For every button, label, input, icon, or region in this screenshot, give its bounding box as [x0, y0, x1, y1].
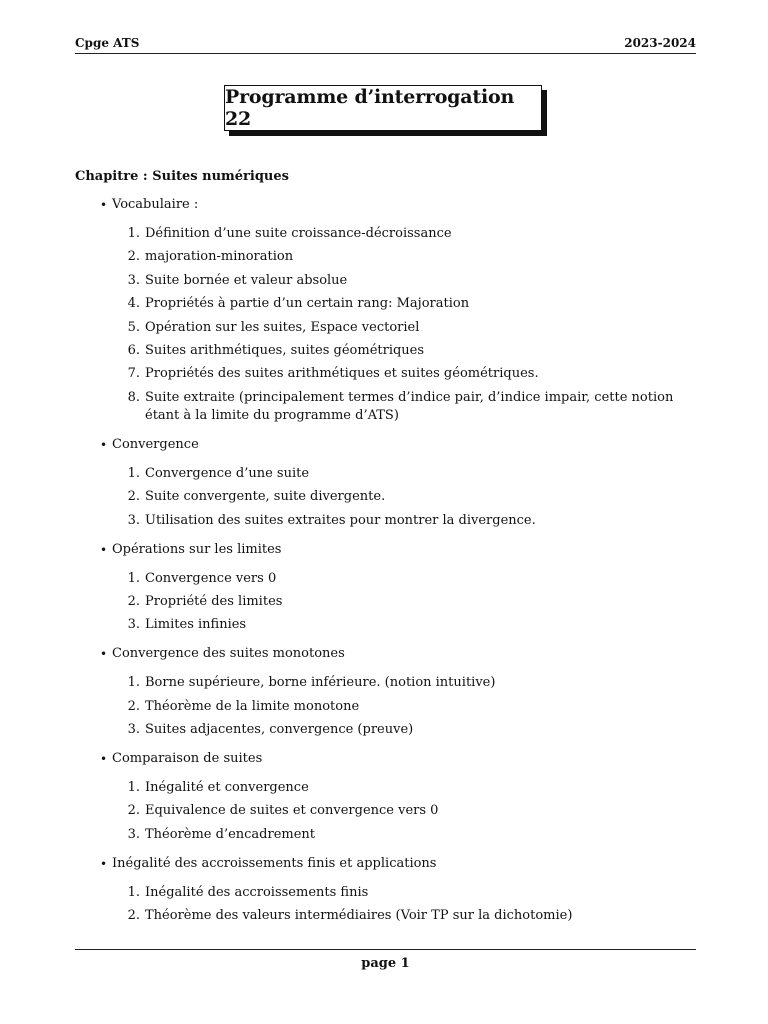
section — [75, 196, 696, 425]
list-item — [75, 593, 696, 611]
section-label: Comparaison de suites — [112, 751, 263, 767]
list-item-number: 1. — [127, 226, 140, 241]
list-item — [75, 721, 696, 739]
list-item — [75, 272, 696, 290]
list-item — [75, 616, 696, 634]
list-item-number: 1. — [127, 570, 140, 586]
numbered-list — [75, 570, 696, 635]
list-item — [75, 365, 696, 383]
numbered-list — [75, 674, 696, 739]
list-item-text: Equivalence de suites et convergence vers 0 — [145, 803, 439, 819]
bullet-icon: • — [100, 856, 108, 871]
bullet-icon: • — [100, 437, 108, 452]
list-item-number: 2. — [127, 593, 140, 609]
list-item-text: Suite convergente, suite divergente. — [145, 489, 386, 505]
section-label: Opérations sur les limites — [112, 541, 282, 557]
list-item-number: 2. — [127, 249, 140, 265]
numbered-list — [75, 465, 696, 530]
list-item-number: 1. — [127, 780, 140, 796]
list-item-text: Convergence d’une suite — [145, 465, 310, 481]
list-item-number: 1. — [127, 675, 140, 691]
bullet-icon: • — [100, 752, 108, 767]
section — [75, 855, 696, 925]
list-item-number: 3. — [127, 826, 140, 842]
list-item-text: Inégalité et convergence — [145, 780, 309, 796]
document-page — [75, 0, 696, 1024]
header-right-text: 2023-2024 — [624, 36, 696, 50]
list-item-text: Théorème de la limite monotone — [145, 698, 360, 714]
section-list — [75, 196, 696, 936]
section-label: Vocabulaire : — [112, 197, 199, 212]
list-item — [75, 465, 696, 483]
section-bullet-item — [75, 436, 696, 454]
list-item-number: 4. — [127, 296, 140, 312]
bullet-icon: • — [100, 542, 108, 557]
bullet-icon: • — [100, 198, 108, 212]
section-label: Inégalité des accroissements finis et applications — [112, 855, 437, 871]
list-item-text: Limites infinies — [145, 617, 247, 633]
list-item — [75, 802, 696, 820]
list-item-number: 2. — [127, 489, 140, 505]
list-item-number: 6. — [127, 342, 140, 358]
list-item-text: Propriété des limites — [145, 593, 283, 609]
list-item — [75, 826, 696, 844]
numbered-list — [75, 225, 696, 425]
list-item-number: 1. — [127, 465, 140, 481]
list-item-text: Théorème d’encadrement — [145, 826, 316, 842]
page-number: page 1 — [361, 956, 410, 971]
numbered-list — [75, 779, 696, 844]
list-item — [75, 225, 696, 243]
list-item — [75, 512, 696, 530]
list-item-text: Propriétés des suites arithmétiques et suites géométriques. — [145, 366, 539, 382]
list-item — [75, 674, 696, 692]
header-left-text: Cpge ATS — [75, 36, 140, 50]
list-item-number: 3. — [127, 512, 140, 528]
list-item-number: 3. — [127, 617, 140, 633]
numbered-list — [75, 884, 696, 925]
list-item — [75, 319, 696, 337]
list-item-number: 1. — [127, 884, 140, 900]
list-item — [75, 248, 696, 266]
list-item-text: Suites adjacentes, convergence (preuve) — [145, 722, 414, 738]
list-item — [75, 698, 696, 716]
list-item-text: Borne supérieure, borne inférieure. (notion intuitive) — [145, 675, 496, 691]
list-item-text: Théorème des valeurs intermédiaires (Voir TP sur la dichotomie) — [145, 908, 573, 924]
title-box — [224, 85, 542, 131]
list-item-text: Suites arithmétiques, suites géométriques — [145, 342, 425, 358]
page-header — [75, 36, 696, 54]
list-item-text: Suite bornée et valeur absolue — [145, 272, 348, 288]
list-item — [75, 779, 696, 797]
list-item-number: 7. — [127, 366, 140, 382]
section-label: Convergence — [112, 436, 199, 452]
bullet-icon: • — [100, 647, 108, 662]
list-item — [75, 884, 696, 902]
section-bullet-item — [75, 750, 696, 768]
list-item-number: 5. — [127, 319, 140, 335]
list-item-text: Propriétés à partie d’un certain rang: Majoration — [145, 296, 470, 312]
list-item-text: Utilisation des suites extraites pour montrer la divergence. — [145, 512, 536, 528]
section — [75, 436, 696, 530]
list-item-number: 2. — [127, 908, 140, 924]
section-label: Convergence des suites monotones — [112, 646, 345, 662]
section-bullet-item — [75, 855, 696, 873]
section — [75, 750, 696, 844]
section-bullet-item — [75, 196, 696, 214]
list-item-text: majoration-minoration — [145, 249, 294, 265]
section — [75, 645, 696, 739]
list-item-number: 3. — [127, 722, 140, 738]
list-item-text: Suite extraite (principalement termes d’indice pair, d’indice impair, cette notion étant à la limite du programme d’ATS) — [145, 389, 674, 423]
page-title: Programme d’interrogation 22 — [224, 85, 542, 131]
chapter-heading: Chapitre : Suites numériques — [75, 169, 289, 184]
list-item-number: 2. — [127, 698, 140, 714]
list-item-number: 2. — [127, 803, 140, 819]
list-item — [75, 389, 696, 425]
section-bullet-item — [75, 645, 696, 663]
section — [75, 541, 696, 635]
list-item — [75, 342, 696, 360]
list-item — [75, 295, 696, 313]
list-item-text: Inégalité des accroissements finis — [145, 884, 369, 900]
list-item-number: 8. — [127, 389, 140, 405]
list-item — [75, 488, 696, 506]
list-item — [75, 570, 696, 588]
list-item — [75, 907, 696, 925]
list-item-text: Opération sur les suites, Espace vectoriel — [145, 319, 420, 335]
list-item-text: Définition d’une suite croissance-décroissance — [145, 226, 452, 241]
footer-rule — [75, 949, 696, 950]
list-item-text: Convergence vers 0 — [145, 570, 277, 586]
section-bullet-item — [75, 541, 696, 559]
list-item-number: 3. — [127, 272, 140, 288]
